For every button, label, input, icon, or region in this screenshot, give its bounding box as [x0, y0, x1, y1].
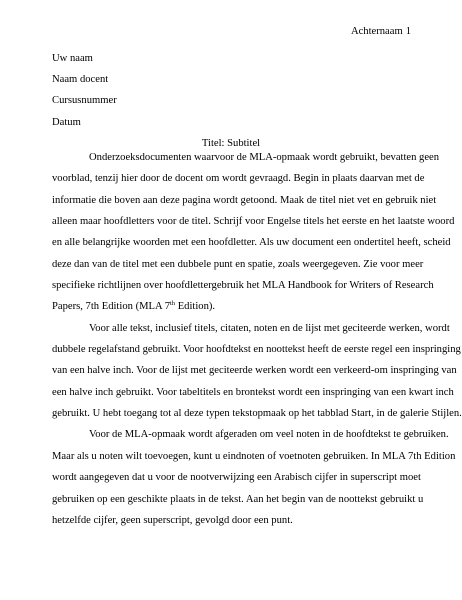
heading-name: Uw naam [52, 53, 93, 64]
body-line: Onderzoeksdocumenten waarvoor de MLA-opmaak wordt gebruikt, bevatten geen [89, 152, 440, 163]
body-line: gebruiken op een geschikte plaats in de tekst. Aan het begin van de noottekst gebruikt u [52, 493, 424, 505]
body-line: dubbele regelafstand gebruikt. Voor hoofdtekst en noottekst heeft de eerste regel een inspringing [52, 344, 461, 356]
heading-course: Cursusnummer [52, 95, 117, 107]
body-line: deze dan van de titel met een dubbele punt en spatie, zoals weergegeven. Zie voor meer [52, 258, 424, 270]
body-line: Voor alle tekst, inclusief titels, citaten, noten en de lijst met geciteerde werken, wordt [89, 322, 450, 334]
body-line: en alle belangrijke woorden met een hoofdletter. Als uw document een ondertitel heeft, scheid [52, 237, 451, 249]
body-line-text: Papers, 7th Edition (MLA 7 [52, 301, 170, 313]
body-line: Voor de MLA-opmaak wordt afgeraden om veel noten in de hoofdtekst te gebruiken. [89, 429, 449, 441]
document-body [52, 152, 462, 536]
heading-date: Datum [52, 116, 81, 128]
mla-heading [52, 53, 117, 138]
body-line-text: Edition). [175, 301, 216, 313]
heading-teacher: Naam docent [52, 74, 109, 86]
document-title: Titel: Subtitel [201, 138, 261, 149]
body-line-with-superscript [52, 301, 412, 322]
body-line: van een halve inch. Voor de lijst met geciteerde werken wordt een verkeerd-om inspringing van [52, 365, 457, 377]
header-author-lastname: Achternaam [350, 26, 403, 37]
body-line: informatie die boven aan deze pagina wordt getoond. Maak de titel niet vet en gebruik niet [52, 194, 437, 206]
header-page-number: 1 [405, 26, 411, 37]
body-line: voorblad, tenzij hier door de docent om wordt gevraagd. Begin in plaats daarvan met de [52, 173, 425, 185]
body-line: alleen maar hoofdletters voor de titel. Schrijf voor Engelse titels het eerste en het laatste woord [52, 216, 455, 228]
body-line: gebruikt. U hebt toegang tot al deze typen tekstopmaak op het tabblad Start, in de galerie Stijlen. [52, 408, 462, 420]
body-line: hetzelfde cijfer, geen superscript, gevolgd door een punt. [52, 514, 293, 526]
body-line: wordt aangegeven dat u voor de nootverwijzing een Arabisch cijfer in superscript moet [52, 472, 421, 484]
body-line: een halve inch gebruikt. Voor tabeltitels en brontekst wordt een inspringing van een kwart inch [52, 386, 454, 398]
running-header [351, 26, 411, 38]
body-line: Maar als u noten wilt toevoegen, kunt u eindnoten of voetnoten gebruiken. In MLA 7th Edition [52, 450, 456, 462]
body-line: specifieke richtlijnen over hoofdlettergebruik het MLA Handbook for Writers of Research [52, 280, 434, 292]
superscript-ordinal: th [170, 300, 176, 308]
